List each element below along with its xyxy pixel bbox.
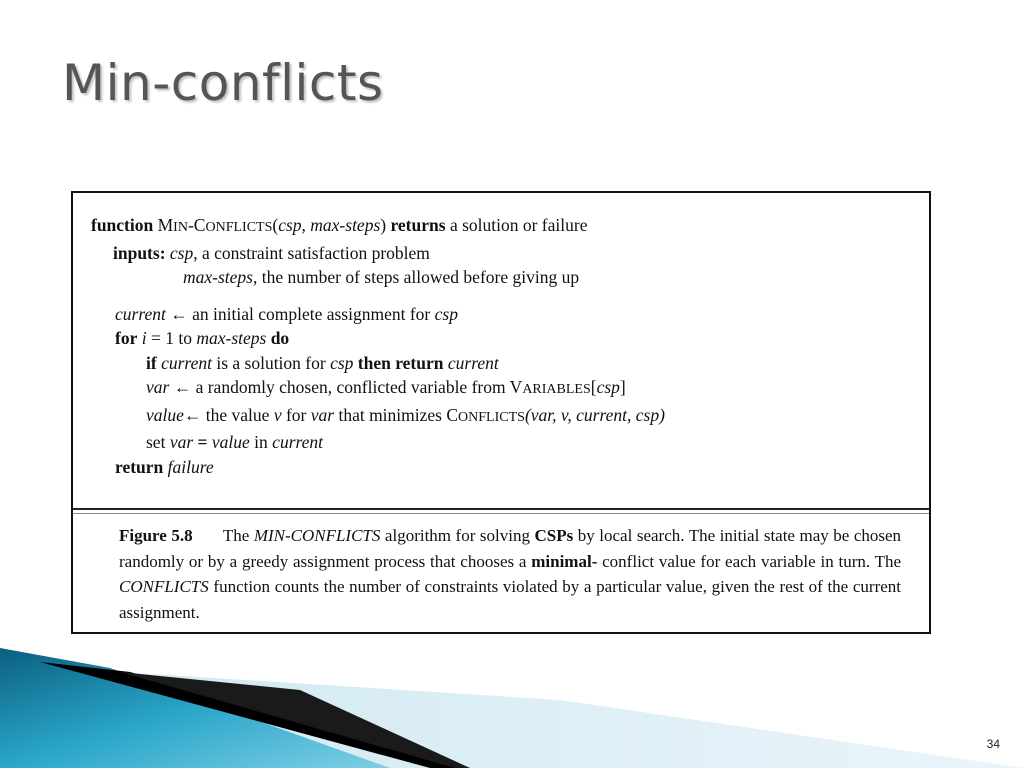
- var-csp: csp: [596, 377, 620, 397]
- fn-name-part: M: [157, 215, 174, 235]
- value-desc-2: for: [285, 404, 307, 425]
- paren: (: [272, 215, 279, 235]
- fn-name-part: ARIABLES: [522, 382, 591, 397]
- slide-title: Min-conflicts: [62, 54, 384, 112]
- algo-line-if: [91, 351, 919, 376]
- input-csp: csp: [169, 242, 194, 263]
- caption-text: algorithm for solving: [384, 526, 530, 545]
- for-range: = 1 to: [150, 328, 192, 348]
- keyword-for: for: [115, 328, 138, 348]
- var-current: current: [115, 303, 166, 324]
- keyword-then-return: then return: [357, 352, 444, 373]
- function-name: [158, 215, 273, 235]
- slide-number: 34: [986, 737, 1000, 751]
- if-desc: is a solution for: [216, 352, 326, 373]
- caption-text: by local search. The initial state may be chosen randomly or by a greedy assignment process that chooses a: [119, 526, 902, 571]
- var-current: current: [447, 352, 499, 373]
- caption-algo-name: MIN-CONFLICTS: [253, 526, 381, 545]
- algo-line-var: [91, 375, 919, 403]
- algorithm-block: [91, 213, 919, 479]
- caption-fn-name: CONFLICTS: [119, 577, 209, 596]
- arg-csp: csp: [278, 215, 302, 235]
- caption-text: conflict value for each variable in turn. The: [602, 551, 902, 571]
- fn-name-part: C: [193, 215, 206, 235]
- algo-line-inputs: [91, 241, 919, 266]
- value-desc-1: ← the value: [183, 404, 270, 425]
- figure-box: [71, 191, 931, 634]
- bracket: ]: [619, 377, 626, 397]
- keyword-returns: returns: [390, 215, 446, 235]
- value-desc-3: that minimizes: [338, 404, 442, 425]
- set-text: set: [146, 432, 166, 452]
- input-max-steps: max-steps: [183, 267, 253, 287]
- init-desc: ← an initial complete assignment for: [170, 303, 431, 324]
- in-text: in: [254, 432, 268, 452]
- input-csp-desc: , a constraint satisfaction problem: [193, 242, 430, 263]
- var-current: current: [272, 432, 324, 452]
- algo-line-init: [91, 302, 919, 327]
- caption-csps: CSPs: [534, 526, 574, 545]
- var-var: var: [146, 377, 170, 397]
- conflicts-args: (var, v, current, csp): [524, 404, 665, 425]
- algo-line-input-maxsteps: [91, 265, 919, 290]
- var-var: var: [169, 432, 194, 452]
- var-max-steps: max-steps: [196, 328, 267, 348]
- equals-sign: =: [197, 432, 208, 452]
- algo-line-value: [91, 403, 919, 431]
- keyword-do: do: [270, 328, 290, 348]
- algo-line-set: [91, 430, 919, 455]
- fn-variables: [510, 377, 591, 397]
- var-value: value: [146, 404, 184, 425]
- fn-name-part: ONFLICTS: [458, 409, 525, 425]
- var-failure: failure: [167, 456, 214, 477]
- var-value: value: [211, 432, 250, 452]
- fn-name-part: IN: [173, 220, 188, 235]
- var-var: var: [310, 404, 335, 425]
- var-desc: ← a randomly chosen, conflicted variable from: [173, 377, 506, 397]
- var-csp: csp: [330, 352, 354, 373]
- fn-name-part: -: [187, 215, 194, 235]
- var-i: i: [141, 328, 147, 348]
- caption-text: The: [222, 526, 250, 545]
- figure-caption: [119, 523, 901, 625]
- arg-max-steps: max-steps: [310, 215, 381, 235]
- keyword-return: return: [115, 456, 164, 477]
- var-current: current: [161, 352, 212, 373]
- spacer: [91, 290, 919, 302]
- comma: ,: [301, 215, 311, 235]
- fn-name-part: V: [509, 377, 523, 397]
- returns-description: a solution or failure: [449, 215, 588, 235]
- var-csp: csp: [434, 303, 458, 324]
- algo-line-signature: [91, 213, 919, 241]
- algo-line-for: [91, 326, 919, 351]
- figure-divider: [73, 508, 929, 510]
- bracket: [: [590, 377, 597, 397]
- algo-line-return: [91, 455, 919, 480]
- fn-conflicts: [446, 405, 525, 425]
- paren: ): [380, 215, 387, 235]
- caption-text: function counts the number of constraints violated by a particular value, given the rest of the current assignment.: [119, 577, 901, 622]
- figure-divider-secondary: [73, 513, 929, 514]
- input-max-steps-desc: , the number of steps allowed before giving up: [252, 267, 580, 287]
- figure-label: Figure 5.8: [119, 526, 193, 545]
- keyword-inputs: inputs:: [113, 242, 166, 263]
- fn-name-part: C: [446, 404, 459, 425]
- keyword-if: if: [146, 352, 157, 373]
- caption-minimal: minimal-: [531, 551, 598, 571]
- fn-name-part: ONFLICTS: [205, 220, 273, 235]
- keyword-function: function: [91, 215, 154, 235]
- var-v: v: [273, 404, 282, 425]
